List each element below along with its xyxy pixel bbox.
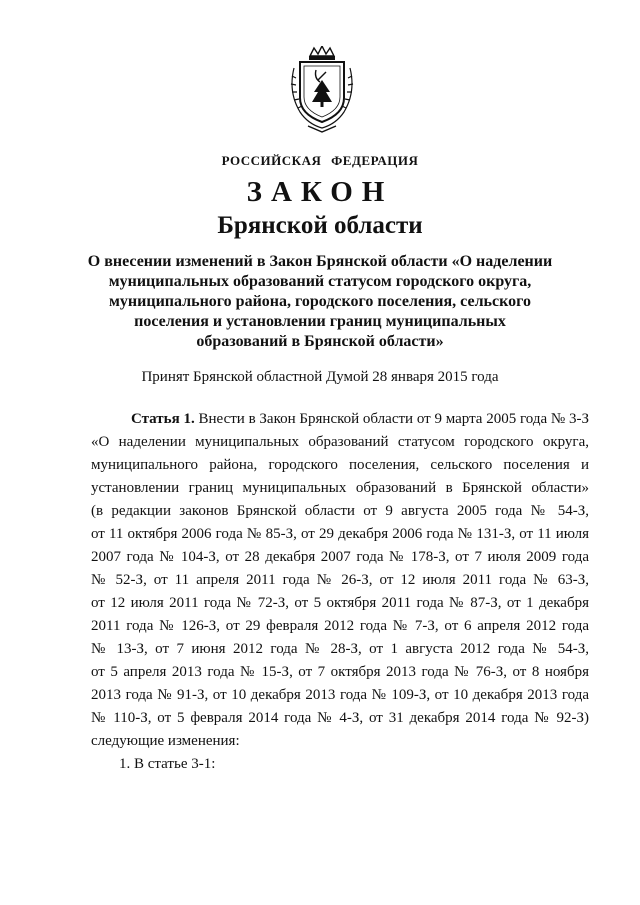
body-line: 2007 года № 104-З, от 28 декабря 2007 года № 178-З, от 7 июля 2009 года — [91, 549, 589, 565]
body-line: от 5 апреля 2013 года № 15-З, от 7 октября 2013 года № 76-З, от 8 ноября — [91, 664, 589, 680]
subject-line: образований в Брянской области» — [196, 333, 444, 350]
subject-line: поселения и установлении границ муниципальных — [134, 313, 506, 330]
coat-of-arms-emblem — [286, 46, 358, 134]
region-title: Брянской области — [217, 212, 423, 239]
body-line: (в редакции законов Брянской области от 9 августа 2005 года № 54-З, — [91, 503, 589, 519]
body-line: № 13-З, от 7 июня 2012 года № 28-З, от 1 августа 2012 года № 54-З, — [91, 641, 589, 657]
body-line: установлении границ муниципальных образований в Брянской области» — [91, 480, 589, 496]
body-line: № 110-З, от 5 февраля 2014 года № 4-З, от 31 декабря 2014 года № 92-З) — [91, 710, 589, 726]
law-subject-heading — [84, 252, 556, 352]
subject-line: муниципального района, городского поселения, сельского — [109, 293, 531, 310]
body-line: № 52-З, от 11 апреля 2011 года № 26-З, от 12 июля 2011 года № 63-З, — [91, 572, 589, 588]
body-line: 2011 года № 126-З, от 29 февраля 2012 года № 7-З, от 6 апреля 2012 года — [91, 618, 589, 634]
article-1-item-1: 1. В статье 3-1: — [119, 756, 216, 772]
subject-line: О внесении изменений в Закон Брянской области «О наделении — [87, 253, 553, 270]
body-line: 2013 года № 91-З, от 10 декабря 2013 года № 109-З, от 10 декабря 2013 года — [91, 687, 589, 703]
article-1-first-line-text: Внести в Закон Брянской области от 9 марта 2005 года № 3-З — [198, 411, 589, 427]
article-1-first-line — [91, 408, 589, 431]
document-type-title: ЗАКОН — [246, 176, 394, 208]
body-line: от 11 октября 2006 года № 85-З, от 29 декабря 2006 года № 131-З, от 11 июля — [91, 526, 589, 542]
article-1-text — [91, 408, 589, 776]
body-line: следующие изменения: — [91, 733, 240, 749]
article-1-label: Статья 1. — [131, 411, 195, 427]
country-heading: РОССИЙСКАЯ ФЕДЕРАЦИЯ — [221, 153, 419, 168]
body-line: от 12 июля 2011 года № 72-З, от 5 октября 2011 года № 87-З, от 1 декабря — [91, 595, 589, 611]
adoption-note: Принят Брянской областной Думой 28 января 2015 года — [141, 369, 499, 385]
subject-line: муниципальных образований статусом городского округа, — [108, 273, 532, 290]
body-line: муниципального района, городского поселения, сельского поселения и — [91, 457, 589, 473]
body-line: «О наделении муниципальных образований статусом городского округа, — [91, 434, 589, 450]
